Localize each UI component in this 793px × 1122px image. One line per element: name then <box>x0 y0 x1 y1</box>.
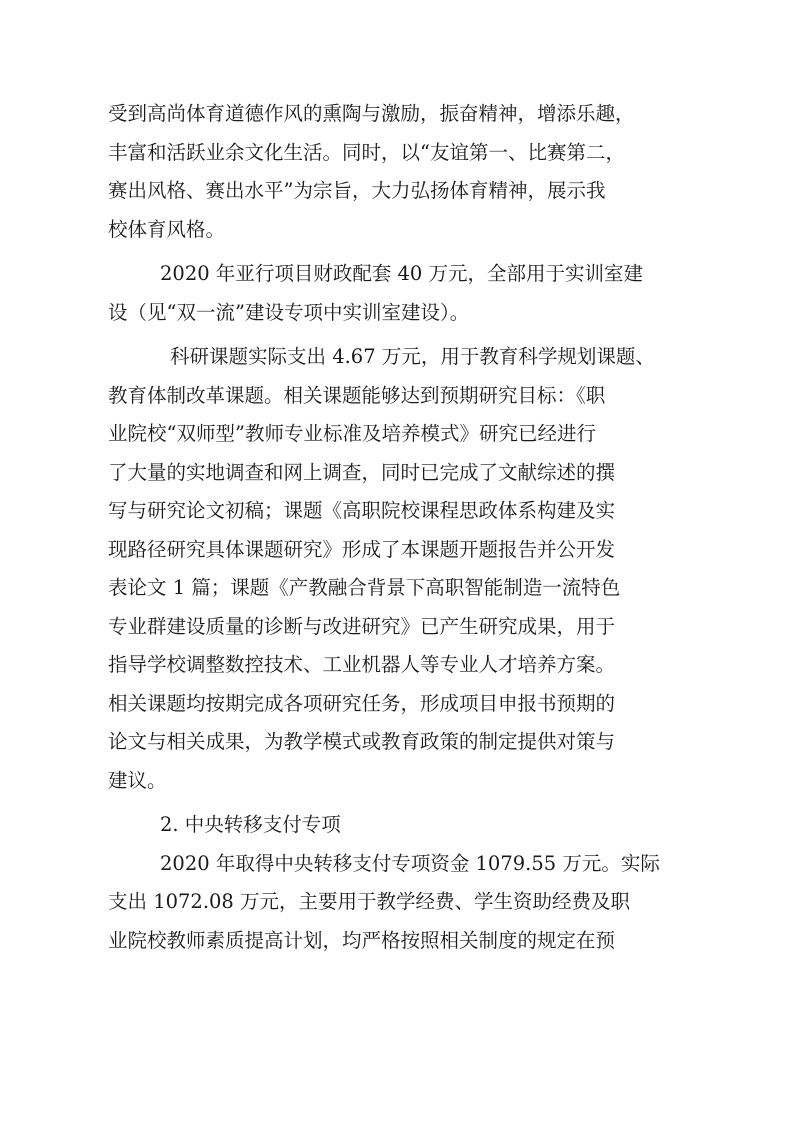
text-line: 业院校“双师型”教师专业标准及培养模式》研究已经进行 <box>108 422 596 445</box>
text-line: 写与研究论文初稿；课题《高职院校课程思政体系构建及实 <box>108 499 616 522</box>
paragraph-research-projects <box>108 338 666 800</box>
text-line: 科研课题实际支出 4.67 万元，用于教育科学规划课题、 <box>170 345 655 368</box>
text-line: 校体育风格。 <box>108 217 226 241</box>
document-body <box>108 95 666 960</box>
text-line: 专业群建设质量的诊断与改进研究》已产生研究成果，用于 <box>108 614 616 638</box>
section-heading <box>108 806 666 845</box>
text-line: 表论文 1 篇；课题《产教融合背景下高职智能制造一流特色 <box>108 576 621 599</box>
paragraph-central-transfer <box>108 845 666 961</box>
text-line: 论文与相关成果，为教学模式或教育政策的制定提供对策与 <box>108 730 616 753</box>
paragraph-adb-project <box>108 255 666 332</box>
text-line: 丰富和活跃业余文化生活。同时，以“友谊第一、比赛第二， <box>108 140 625 164</box>
text-line: 教育体制改革课题。相关课题能够达到预期研究目标：《职 <box>108 383 606 407</box>
text-line: 2020 年取得中央转移支付专项资金 1079.55 万元。实际 <box>160 851 660 875</box>
text-line: 现路径研究具体课题研究》形成了本课题开题报告并公开发 <box>108 537 616 561</box>
text-line: 设（见“双一流”建设专项中实训室建设）。 <box>108 300 470 324</box>
text-line: 业院校教师素质提高计划，均严格按照相关制度的规定在预 <box>108 928 616 952</box>
text-line: 赛出风格、赛出水平”为宗旨，大力弘扬体育精神，展示我 <box>108 179 606 202</box>
text-line: 指导学校调整数控技术、工业机器人等专业人才培养方案。 <box>108 653 616 676</box>
heading-central-transfer: 2. 中央转移支付专项 <box>160 813 341 836</box>
text-line: 了大量的实地调查和网上调查，同时已完成了文献综述的撰 <box>108 460 616 484</box>
paragraph-sports-culture <box>108 95 666 249</box>
text-line: 相关课题均按期完成各项研究任务，形成项目申报书预期的 <box>108 691 616 715</box>
text-line: 受到高尚体育道德作风的熏陶与激励，振奋精神，增添乐趣， <box>108 102 635 125</box>
text-line: 2020 年亚行项目财政配套 40 万元，全部用于实训室建 <box>160 262 644 285</box>
text-line: 支出 1072.08 万元，主要用于教学经费、学生资助经费及职 <box>108 890 631 913</box>
text-line: 建议。 <box>108 768 167 792</box>
